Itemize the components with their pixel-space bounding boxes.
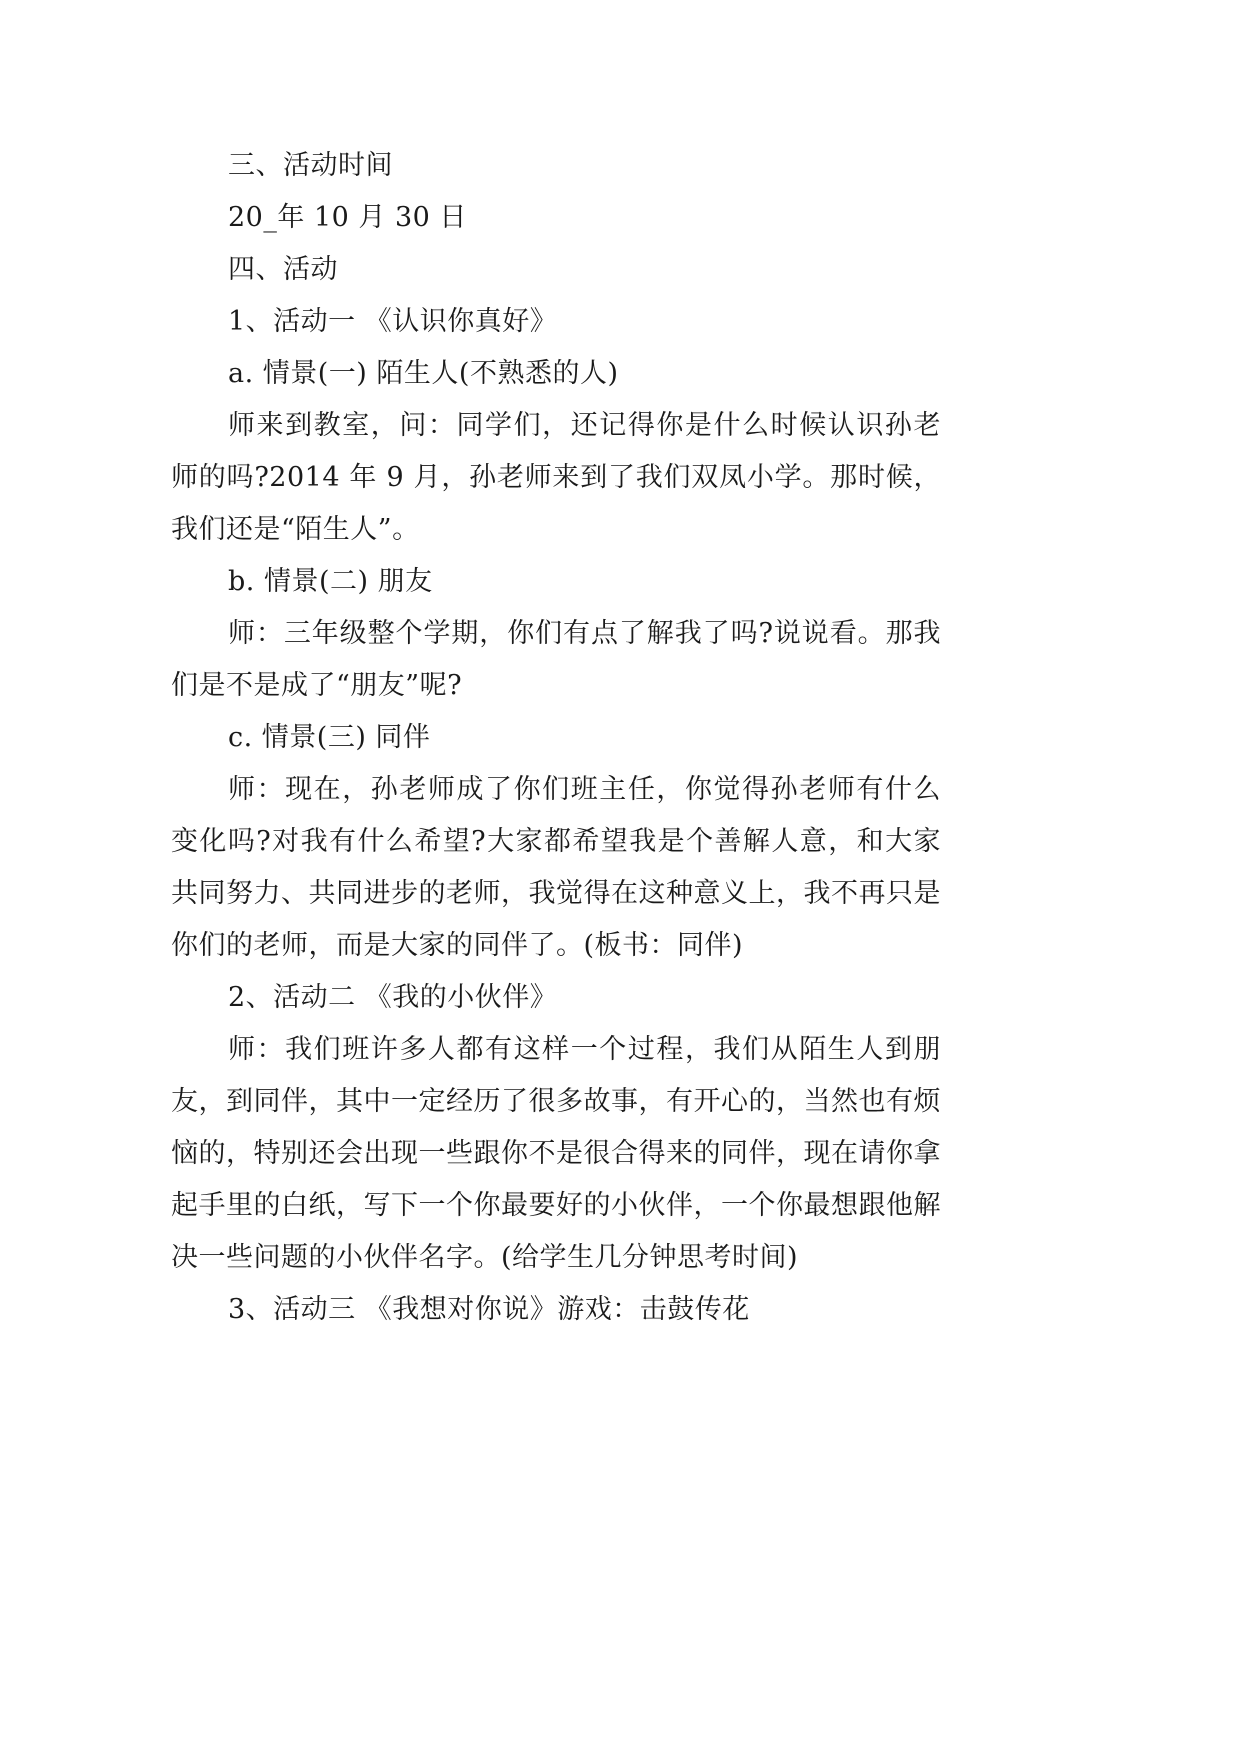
activity-one-heading: 1、活动一 《认识你真好》 (228, 306, 558, 337)
scene-one-text: 师来到教室，问：同学们，还记得你是什么时候认识孙老师的吗?2014 年 9 月，孙老师来到了我们双凤小学。那时候，我们还是“陌生人”。 (171, 410, 941, 545)
scene-three-heading: c. 情景(三) 同伴 (228, 722, 431, 753)
activity-two-text: 师：我们班许多人都有这样一个过程，我们从陌生人到朋友，到同伴，其中一定经历了很多故事，有开心的，当然也有烦恼的，特别还会出现一些跟你不是很合得来的同伴，现在请你拿起手里的白纸，写下一个你最要好的小伙伴，一个你最想跟他解决一些问题的小伙伴名字。(给学生几分钟思考时间) (171, 1034, 941, 1273)
section-heading-time: 三、活动时间 (228, 150, 393, 181)
section-heading-activities: 四、活动 (228, 254, 338, 285)
activity-date: 20_年 10 月 30 日 (228, 202, 467, 233)
activity-two-heading: 2、活动二 《我的小伙伴》 (228, 982, 558, 1013)
scene-one-heading: a. 情景(一) 陌生人(不熟悉的人) (228, 358, 619, 389)
scene-three-text: 师：现在，孙老师成了你们班主任，你觉得孙老师有什么变化吗?对我有什么希望?大家都希望我是个善解人意，和大家共同努力、共同进步的老师，我觉得在这种意义上，我不再只是你们的老师，而是大家的同伴了。(板书：同伴) (171, 774, 941, 961)
activity-three-heading: 3、活动三 《我想对你说》游戏：击鼓传花 (228, 1294, 750, 1325)
document-body (171, 140, 941, 1336)
scene-two-heading: b. 情景(二) 朋友 (228, 566, 433, 597)
scene-two-text: 师：三年级整个学期，你们有点了解我了吗?说说看。那我们是不是成了“朋友”呢? (171, 618, 941, 701)
